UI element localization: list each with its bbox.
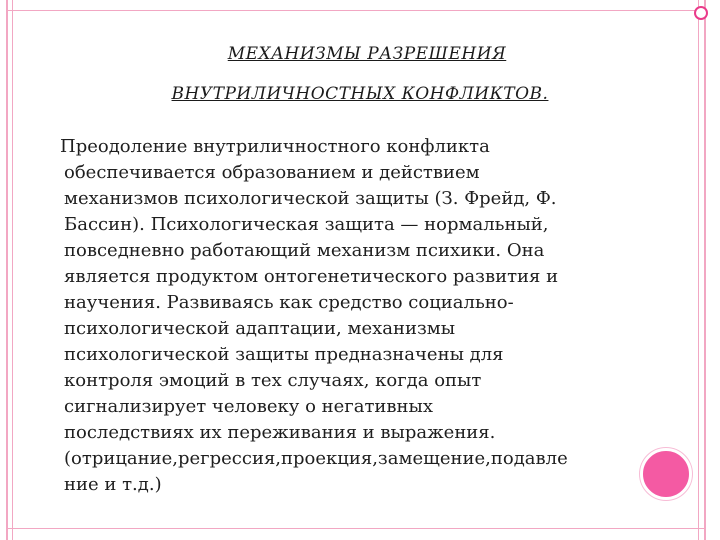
body-line: ние и т.д.) (64, 474, 162, 495)
body-line: психологической адаптации, механизмы (64, 318, 456, 339)
frame-left-outer (6, 0, 8, 540)
slide-body (60, 134, 624, 498)
frame-bottom (6, 528, 706, 529)
frame-top (6, 10, 706, 11)
frame-left-inner (12, 0, 13, 540)
body-line: психологической защиты предназначены для (64, 344, 504, 365)
body-line: (отрицание,регрессия,проекция,замещение,подавле (64, 448, 568, 469)
body-line: контроля эмоций в тех случаях, когда опыт (64, 370, 482, 391)
body-line: научения. Развиваясь как средство социально- (64, 292, 514, 313)
slide-title-line1: МЕХАНИЗМЫ РАЗРЕШЕНИЯ (227, 44, 507, 64)
body-line: повседневно работающий механизм психики. Она (64, 240, 545, 261)
slide-title-line2: ВНУТРИЛИЧНОСТНЫХ КОНФЛИКТОВ. (171, 84, 549, 104)
decorative-circle-top (694, 6, 708, 20)
body-line: является продуктом онтогенетического развития и (64, 266, 559, 287)
body-line: сигнализирует человеку о негативных (64, 396, 434, 417)
frame-right-inner (698, 0, 699, 540)
body-line: механизмов психологической защиты (З. Фрейд, Ф. (64, 188, 557, 209)
body-line: Преодоление внутриличностного конфликта (60, 136, 490, 157)
body-line: обеспечивается образованием и действием (64, 162, 480, 183)
body-line: последствиях их переживания и выражения. (64, 422, 496, 443)
body-line: Бассин). Психологическая защита — нормальный, (64, 214, 549, 235)
frame-right-outer (704, 0, 706, 540)
decorative-circle-bottom (640, 448, 692, 500)
